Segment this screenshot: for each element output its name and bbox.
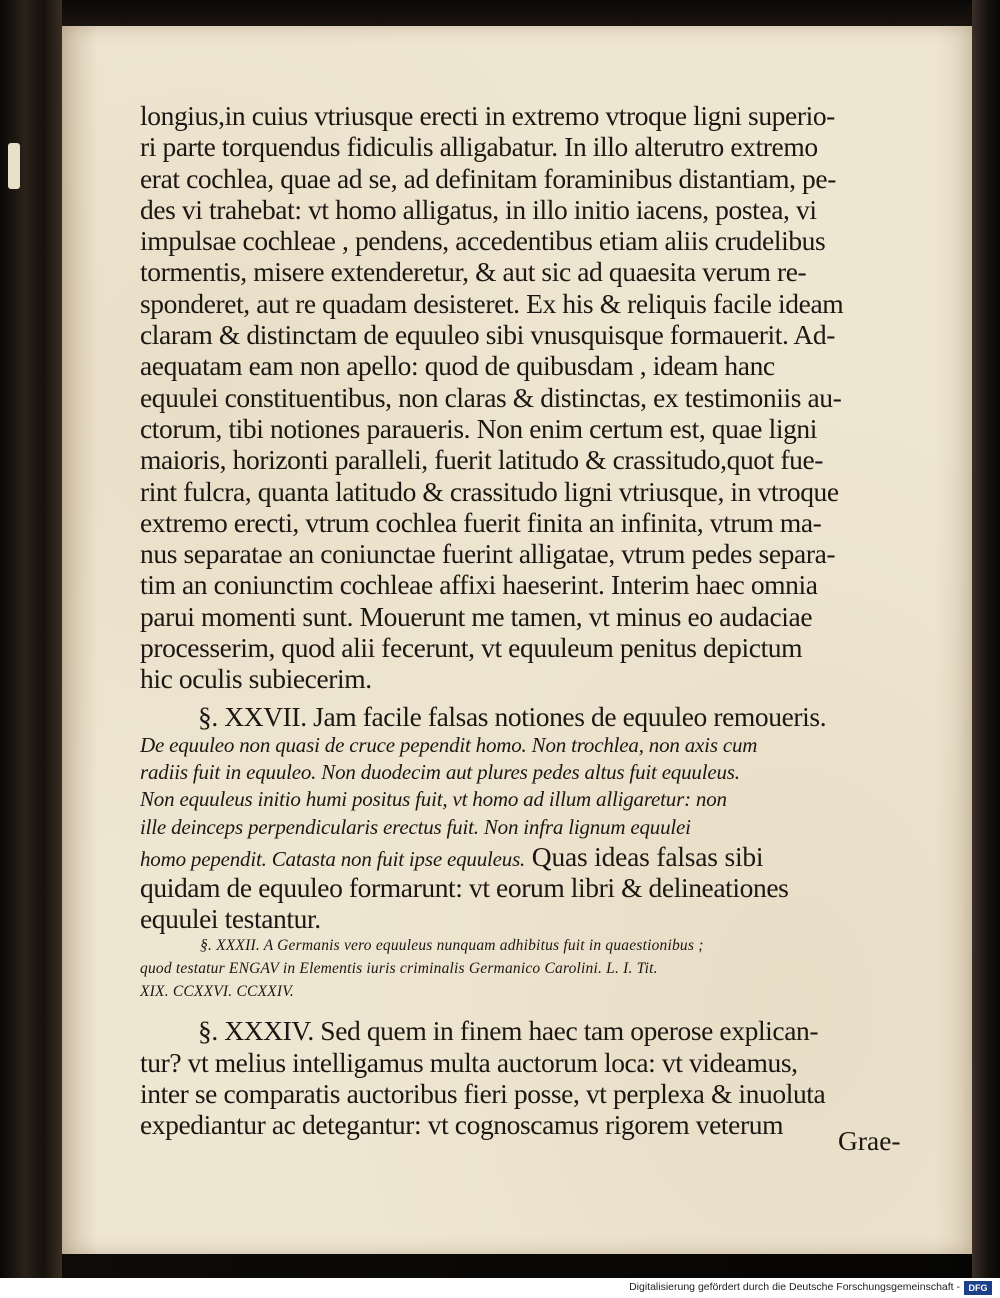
text-line: erat cochlea, quae ad se, ad definitam foraminibus distantiam, pe- xyxy=(140,162,836,194)
footnote-line: §. XXXII. A Germanis vero equuleus nunquam adhibitus fuit in quaestionibus ; xyxy=(200,937,704,955)
text-line: sponderet, aut re quadam desisteret. Ex his & reliquis facile ideam xyxy=(140,287,844,319)
roman-tail: Quas ideas falsas sibi xyxy=(525,840,764,872)
text-line: expediantur ac detegantur: vt cognoscamus rigorem veterum xyxy=(140,1109,784,1141)
text-line: rint fulcra, quanta latitudo & crassitudo ligni vtriusque, in vtroque xyxy=(140,475,839,507)
page-text-block xyxy=(140,100,930,1140)
italic-line: Non equuleus initio humi positus fuit, vt homo ad illum alligaretur: non xyxy=(140,787,727,812)
dfg-logo-icon: DFG xyxy=(964,1281,992,1295)
footnote-line: quod testatur ENGAV in Elementis iuris criminalis Germanico Carolini. L. I. Tit. xyxy=(140,960,658,978)
right-page-edge xyxy=(972,0,1000,1278)
text-line: tur? vt melius intelligamus multa auctorum loca: vt videamus, xyxy=(140,1046,798,1078)
footer-credit-text: Digitalisierung gefördert durch die Deutsche Forschungsgemeinschaft - xyxy=(629,1281,960,1293)
text-line: hic oculis subiecerim. xyxy=(140,663,372,695)
text-line: processerim, quod alii fecerunt, vt equuleum penitus depictum xyxy=(140,632,803,664)
page-tab-marker xyxy=(8,143,20,189)
footnote-line: XIX. CCXXVI. CCXXIV. xyxy=(140,983,294,1001)
text-line: des vi trahebat: vt homo alligatus, in illo initio iacens, postea, vi xyxy=(140,193,817,225)
text-line: parui momenti sunt. Mouerunt me tamen, vt minus eo audaciae xyxy=(140,600,813,632)
text-line: ctorum, tibi notiones paraueris. Non enim certum est, quae ligni xyxy=(140,412,818,444)
spacer xyxy=(140,1003,930,1015)
text-line: maioris, horizonti paralleli, fuerit latitudo & crassitudo,quot fue- xyxy=(140,444,824,476)
body-paragraph xyxy=(140,100,930,695)
digitization-footer xyxy=(0,1278,1000,1298)
catchword: Grae- xyxy=(838,1125,901,1156)
text-line: ri parte torquendus fidiculis alligabatur. In illo alterutro extremo xyxy=(140,131,818,163)
text-line: tormentis, misere extenderetur, & aut sic ad quaesita verum re- xyxy=(140,256,807,288)
text-line: nus separatae an coniunctae fuerint alligatae, vtrum pedes separa- xyxy=(140,538,836,570)
italic-line: De equuleo non quasi de cruce pependit homo. Non trochlea, non axis cum xyxy=(140,732,758,757)
text-line: tim an coniunctim cochleae affixi haeserint. Interim haec omnia xyxy=(140,569,818,601)
italic-line: radiis fuit in equuleo. Non duodecim aut plures pedes altus fuit equuleus. xyxy=(140,760,740,785)
italic-passage xyxy=(140,732,930,872)
section-xxxiv-heading-line: §. XXXIV. Sed quem in finem haec tam operose explican- xyxy=(198,1015,819,1047)
section-xxvii-heading: §. XXVII. Jam facile falsas notiones de equuleo remoueris. xyxy=(198,700,827,732)
book-spine xyxy=(0,0,62,1278)
text-line: equulei constituentibus, non claras & distinctas, ex testimoniis au- xyxy=(140,381,842,413)
italic-line: homo pependit. Catasta non fuit ipse equuleus. xyxy=(140,846,526,871)
text-line: extremo erecti, vtrum cochlea fuerit finita an infinita, vtrum ma- xyxy=(140,506,822,538)
text-line: equulei testantur. xyxy=(140,902,321,934)
text-line: aequatam eam non apello: quod de quibusdam , ideam hanc xyxy=(140,350,775,382)
text-line: inter se comparatis auctoribus fieri posse, vt perplexa & inuoluta xyxy=(140,1077,826,1109)
section-xxxiv-paragraph xyxy=(140,1015,930,1140)
text-line: quidam de equuleo formarunt: vt eorum libri & delineationes xyxy=(140,871,789,903)
italic-line-with-tail xyxy=(140,841,930,872)
footnote-block xyxy=(140,934,930,1003)
text-line: longius,in cuius vtriusque erecti in extremo vtroque ligni superio- xyxy=(140,100,835,131)
text-line: impulsae cochleae , pendens, accedentibus etiam aliis crudelibus xyxy=(140,225,826,257)
top-edge-shadow xyxy=(62,0,1000,26)
text-line: claram & distinctam de equuleo sibi vnusquisque formauerit. Ad- xyxy=(140,319,835,351)
italic-line: ille deinceps perpendicularis erectus fuit. Non infra lignum equulei xyxy=(140,814,691,839)
